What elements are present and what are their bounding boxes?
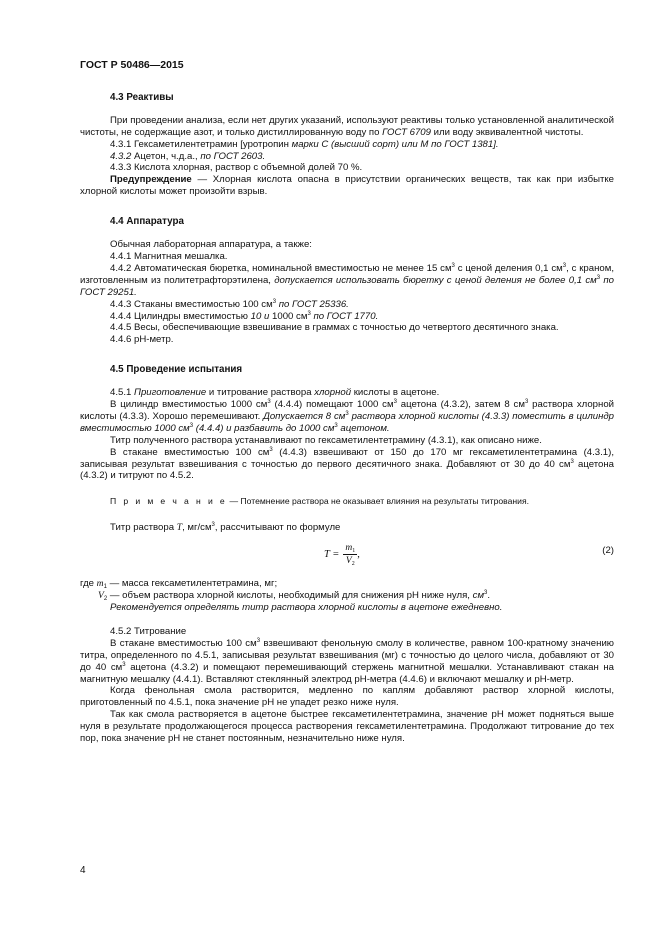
formula-number: (2) xyxy=(602,545,614,557)
item-4-3-1: 4.3.1 Гексаметилентетрамин [уротропин марки С (высший сорт) или М по ГОСТ 1381]. xyxy=(110,138,499,150)
formula-fraction: $\frac{m_1}{V_2}$ xyxy=(345,543,356,568)
reagents-intro: При проведении анализа, если нет других указаний, используют реактивы только установленной аналитической чистоты, не содержащие азот, и только дистиллированную воду по ГОСТ 6709 или воду эквивалентной чистоты. xyxy=(80,114,614,138)
apparatus-intro: Обычная лабораторная аппаратура, а также: xyxy=(110,239,312,251)
formula-expression: T = $\frac{m_1}{V_2}$ , xyxy=(324,543,360,568)
item-4-4-1: 4.4.1 Магнитная мешалка. xyxy=(110,250,228,262)
item-4-3-3: 4.3.3 Кислота хлорная, раствор с объемной долей 70 %. xyxy=(110,162,363,174)
where-v2: $V_2$ — объем раствора хлорной кислоты, необходимый для снижения pH ниже нуля, $см^3$. xyxy=(98,590,491,603)
standard-designation: ГОСТ Р 50486—2015 xyxy=(80,59,184,71)
note-paragraph: П р и м е ч а н и е — Потемнение раствора не оказывает влияния на результаты титрования. xyxy=(110,496,529,507)
titration-paragraph: В стакане вместимостью 100 $см^3$ взвешивают фенольную смолу в количестве, равном 100-кратному значению титра, определенного по 4.5.1, записывая результат взвешивания (мг) с точностью до целого числа, добавляют от 30 до 40 $см^3$ ацетона (4.3.2) и помещают перемешивающий стержень магнитной мешалки. Устанавливают стакан на магнитную мешалку (4.4.1). Вставляют стеклянный электрод pH-метра (4.4.6) и включают мешалку и pH-метр. xyxy=(80,637,614,685)
warning-paragraph: Предупреждение — Хлорная кислота опасна в присутствии органических веществ, так как при избытке хлорной кислоты может произойти взрыв. xyxy=(80,174,614,198)
section-4-5-heading: 4.5 Проведение испытания xyxy=(110,364,243,376)
item-4-4-4: 4.4.4 Цилиндры вместимостью 10 и 1000 $см^3$ по ГОСТ 1770. xyxy=(110,310,379,322)
section-4-3-heading: 4.3 Реактивы xyxy=(110,91,174,103)
page-number: 4 xyxy=(80,865,86,876)
formula-2 xyxy=(80,538,614,572)
dissolve-paragraph: Когда фенольная смола растворится, медленно по каплям добавляют раствор хлорной кислоты, приготовленный по 4.5.1, пока значение pH не упадет резко ниже нуля. xyxy=(80,685,614,709)
section-4-4-heading: 4.4 Аппаратура xyxy=(110,216,184,228)
item-4-5-2: 4.5.2 Титрование xyxy=(110,625,187,637)
item-4-5-1: 4.5.1 Приготовление и титрование раствора хлорной кислоты в ацетоне. xyxy=(110,387,440,399)
beaker-paragraph: В стакане вместимостью 100 $см^3$ (4.4.3) взвешивают от 150 до 170 мг гексаметилентетрамина (4.3.1), записывая результат взвешивания с точностью до первого десятичного знака. Добавляют от 30 до 40 $см^3$ ацетона (4.3.2) и титруют по 4.5.2. xyxy=(80,446,614,482)
recommendation: Рекомендуется определять титр раствора хлорной кислоты в ацетоне ежедневно. xyxy=(110,602,503,613)
where-m1: где $m_1$ — масса гексаметилентетрамина, мг; xyxy=(80,578,278,591)
item-4-4-6: 4.4.6 pH-метр. xyxy=(110,334,174,346)
item-4-4-5: 4.4.5 Весы, обеспечивающие взвешивание в граммах с точностью до четвертого десятичного знака. xyxy=(110,322,559,334)
titre-paragraph: Титр полученного раствора устанавливают по гексаметилентетрамину (4.3.1), как описано ниже. xyxy=(110,434,542,446)
ph-paragraph: Так как смола растворяется в ацетоне быстрее гексаметилентетрамина, значение pH может подняться выше нуля в результате продолжающегося процесса растворения гексаметилентетрамина. Продолжают титрование до тех пор, пока значение pH не станет постоянным, незначительно ниже нуля. xyxy=(80,709,614,745)
item-4-3-2: 4.3.2 Ацетон, ч.д.а., по ГОСТ 2603. xyxy=(110,150,266,162)
titre-calc-paragraph: Титр раствора T, $мг/см^3$, рассчитывают по формуле xyxy=(110,522,341,534)
item-4-4-3: 4.4.3 Стаканы вместимостью 100 $см^3$ по ГОСТ 25336. xyxy=(110,298,349,310)
cylinder-paragraph: В цилиндр вместимостью 1000 $см^3$ (4.4.4) помещают 1000 $см^3$ ацетона (4.3.2), затем 8 $см^3$ раствора хлорной кислоты (4.3.3). Хорошо перемешивают. Допускается 8 $см^3$ раствора хлорной кислоты (4.3.3) поместить в цилиндр вместимостью 1000 $см^3$ (4.4.4) и разбавить до 1000 $см^3$ ацетоном. xyxy=(80,399,615,434)
item-4-4-2: 4.4.2 Автоматическая бюретка, номинальной вместимостью не менее 15 $см^3$ с ценой деления 0,1 $см^3$, с краном, изготовленным из политетрафторэтилена, допускается использовать бюретку с ценой деления не более 0,1 $см^3$ по ГОСТ 29251. xyxy=(80,262,614,298)
document-body xyxy=(80,60,614,745)
